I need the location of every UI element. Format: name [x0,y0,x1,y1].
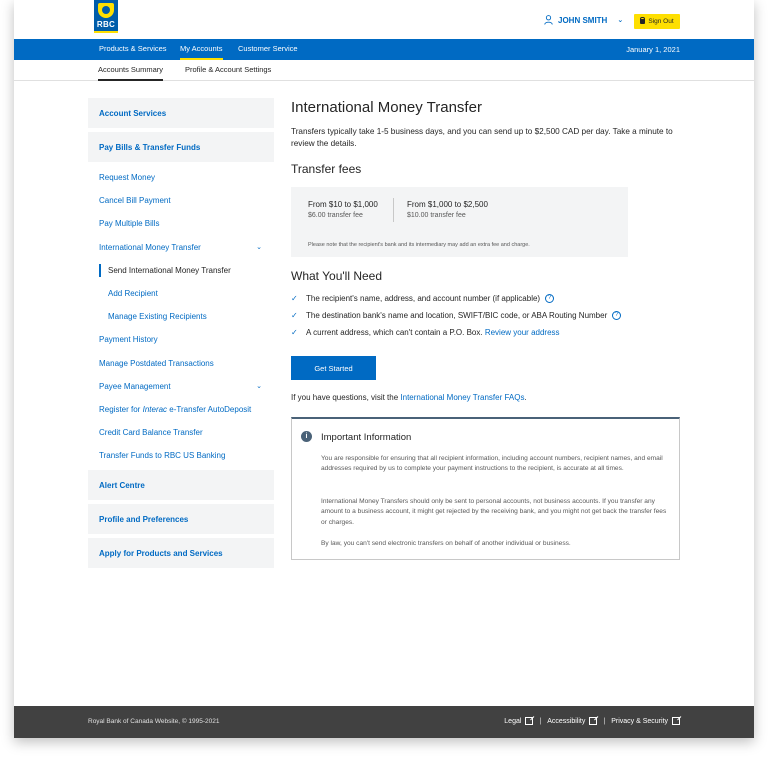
sidebar-item-cancel-bill[interactable]: Cancel Bill Payment [99,196,171,206]
important-info-panel [291,417,680,560]
footer-link-accessibility[interactable] [547,706,597,738]
faq-post: . [524,393,527,402]
need-text: The recipient's name, address, and account number (if applicable) [306,294,541,303]
separator: | [539,718,542,725]
check-icon: ✓ [291,294,298,303]
sidebar-item-payee-management[interactable] [88,375,274,398]
sidebar-item-pay-multiple[interactable]: Pay Multiple Bills [99,219,160,229]
intro-text: Transfers typically take 1-5 business days, and you can send up to $2,500 CAD per day. Take a minute to review the details. [291,127,673,148]
nav-products-services[interactable]: Products & Services [99,44,167,53]
lion-shield-icon [98,3,114,18]
user-menu[interactable] [544,15,623,25]
fee-amount: $6.00 transfer fee [308,212,363,219]
fees-note: Please note that the recipient's bank and its intermediary may add an extra fee and charge. [308,242,530,248]
interac-pre: Register for [99,404,141,414]
footer [14,706,754,738]
copyright: Royal Bank of Canada Website, © 1995-2021 [88,718,220,725]
fees-heading: Transfer fees [291,162,362,176]
review-address-link[interactable]: Review your address [484,328,560,337]
footer-link-legal[interactable] [504,706,533,738]
info-paragraph: By law, you can't send electronic transfers on behalf of another individual or business. [321,540,571,547]
main-area [14,81,754,706]
list-item [291,307,683,324]
user-icon [544,15,553,25]
interac-brand: Interac [142,404,168,414]
page-frame [14,0,754,738]
content [291,99,683,560]
main-nav [14,39,754,60]
top-header [14,0,754,39]
logo-text: RBC [96,20,116,29]
sidebar-item-apply[interactable]: Apply for Products and Services [88,538,274,568]
chevron-down-icon: ⌄ [256,243,262,251]
sidebar-item-postdated[interactable]: Manage Postdated Transactions [99,358,214,368]
sidebar-item-profile-prefs[interactable]: Profile and Preferences [88,504,274,534]
sidebar-item-interac-autodeposit[interactable] [88,398,274,421]
faq-pre: If you have questions, visit the [291,393,401,402]
info-paragraph: International Money Transfers should only be sent to personal accounts, not business accounts. If you transfer any amount to a business account, it might get rejected by the receiving bank, and you might not get back the transfer fees or charges. [321,498,667,526]
sidebar-item-alert-centre[interactable]: Alert Centre [88,470,274,500]
faq-text [291,393,683,402]
sidebar-item-pay-bills[interactable]: Pay Bills & Transfer Funds [88,132,274,162]
footer-link-label: Legal [504,718,522,725]
sidebar-item-account-services[interactable]: Account Services [88,98,274,128]
footer-link-label: Accessibility [547,718,586,725]
sidebar-item-manage-recipients[interactable]: Manage Existing Recipients [108,312,207,322]
interac-post: e-Transfer AutoDeposit [169,404,252,414]
faq-link[interactable]: International Money Transfer FAQs [400,393,525,402]
external-link-icon [525,717,533,725]
external-link-icon [589,717,597,725]
footer-link-label: Privacy & Security [611,718,668,725]
info-paragraph: You are responsible for ensuring that all recipient information, including account numbers, recipient names, and email addresses required by us to complete your payment instructions to the recipient, is accurate at all times. [321,455,663,473]
sidebar-item-send-imt[interactable]: Send International Money Transfer [88,259,274,282]
chevron-down-icon: ⌄ [256,382,262,390]
sidebar-item-cc-balance[interactable]: Credit Card Balance Transfer [99,428,203,438]
needs-list [291,290,683,341]
footer-link-privacy[interactable] [611,706,680,738]
fee-divider [393,198,394,222]
list-item [291,324,683,341]
fees-panel [291,187,628,257]
help-icon[interactable]: ? [545,294,554,303]
fee-range: From $1,000 to $2,500 [407,200,488,209]
sidebar-item-add-recipient[interactable]: Add Recipient [108,289,158,299]
rbc-logo[interactable] [94,0,118,33]
external-link-icon [672,717,680,725]
sidebar-item-request-money[interactable]: Request Money [99,173,156,183]
current-date: January 1, 2021 [626,45,680,54]
sign-out-label: Sign Out [648,18,674,25]
sub-nav [14,60,754,81]
info-icon: i [301,431,312,442]
get-started-button[interactable]: Get Started [291,356,376,380]
check-icon: ✓ [291,311,298,320]
tab-profile-settings[interactable]: Profile & Account Settings [185,65,272,74]
sign-out-button[interactable] [634,14,680,29]
page-title: International Money Transfer [291,99,482,116]
footer-links [504,706,680,738]
fee-amount: $10.00 transfer fee [407,212,466,219]
chevron-down-icon: ⌄ [617,17,624,24]
lock-icon [640,19,645,24]
check-icon: ✓ [291,328,298,337]
help-icon[interactable]: ? [612,311,621,320]
sidebar-item-label: Payee Management [99,381,171,391]
need-text: The destination bank's name and location, SWIFT/BIC code, or ABA Routing Number [306,311,608,320]
sidebar-item-imt[interactable] [88,236,274,259]
separator: | [603,718,606,725]
fee-tier-2 [407,200,488,219]
need-text: A current address, which can't contain a P.O. Box. [306,328,483,337]
sidebar-item-payment-history[interactable]: Payment History [99,335,158,345]
sidebar [88,98,274,572]
user-name: JOHN SMITH [558,15,608,25]
list-item [291,290,683,307]
sidebar-item-label: International Money Transfer [99,242,201,252]
nav-customer-service[interactable]: Customer Service [238,44,298,53]
need-heading: What You'll Need [291,269,383,283]
fee-tier-1 [308,200,378,219]
fee-range: From $10 to $1,000 [308,200,378,209]
tab-accounts-summary[interactable]: Accounts Summary [98,60,163,81]
info-title: Important Information [321,432,412,443]
nav-my-accounts[interactable]: My Accounts [180,39,223,60]
sidebar-item-us-banking[interactable]: Transfer Funds to RBC US Banking [99,451,226,461]
